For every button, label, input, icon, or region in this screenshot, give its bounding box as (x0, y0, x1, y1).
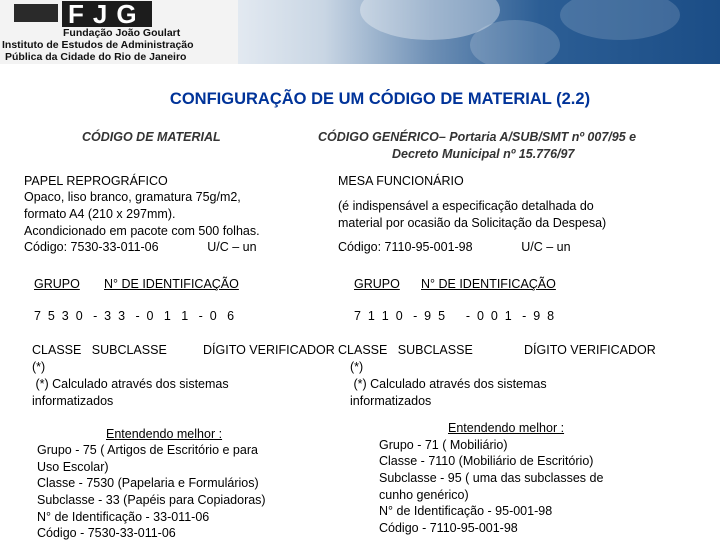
right-explain-heading: Entendendo melhor : (448, 421, 565, 435)
left-explain-line: Grupo - 75 ( Artigos de Escritório e para (37, 443, 258, 457)
left-grupo-label: GRUPO (34, 277, 80, 291)
left-classe-line: CLASSE SUBCLASSE (32, 343, 167, 357)
logo-text: FJG (62, 1, 152, 27)
left-desc-line: Acondicionado em pacote com 500 folhas. (24, 224, 260, 238)
right-grupo-label: GRUPO (354, 277, 400, 291)
left-desc-line: formato A4 (210 x 297mm). (24, 207, 176, 221)
right-explain-line: Subclasse - 95 ( uma das subclasses de (379, 471, 604, 485)
right-desc-line: (é indispensável a especificação detalhada do (338, 199, 594, 213)
right-classe-line: CLASSE SUBCLASSE (338, 343, 473, 357)
right-item: MESA FUNCIONÁRIO (338, 174, 464, 188)
right-code-line: Código: 7110-95-001-98 U/C – un (338, 240, 571, 254)
right-explain-line: Classe - 7110 (Mobiliário de Escritório) (379, 454, 594, 468)
right-note-line: (*) Calculado através dos sistemas (350, 377, 547, 391)
left-explain-heading: Entendendo melhor : (106, 427, 223, 441)
left-explain-line: Código - 7530-33-011-06 (37, 526, 176, 540)
left-explain-line: Subclasse - 33 (Papéis para Copiadoras) (37, 493, 266, 507)
left-explain-line: Uso Escolar) (37, 460, 109, 474)
left-digito-label: DÍGITO VERIFICADOR (203, 343, 335, 357)
left-explain-line: Classe - 7530 (Papelaria e Formulários) (37, 476, 259, 490)
right-ident-label: N° DE IDENTIFICAÇÃO (421, 277, 556, 291)
institution-line: Fundação João Goulart (63, 27, 181, 39)
right-note-line: (*) (350, 360, 364, 374)
left-code-digits: 7 5 3 0 - 3 3 - 0 1 1 - 0 6 (34, 309, 235, 323)
right-explain-line: cunho genérico) (379, 488, 469, 502)
header-decoration (470, 20, 560, 70)
page-title: CONFIGURAÇÃO DE UM CÓDIGO DE MATERIAL (2.2) (169, 90, 591, 108)
right-explain-line: Grupo - 71 ( Mobiliário) (379, 438, 508, 452)
right-digito-label: DÍGITO VERIFICADOR (524, 343, 656, 357)
right-explain-line: Código - 7110-95-001-98 (379, 521, 518, 535)
left-note-line: (*) Calculado através dos sistemas (32, 377, 229, 391)
left-note-line: informatizados (32, 394, 114, 408)
left-note-line: (*) (32, 360, 46, 374)
logo-mark (14, 4, 58, 22)
left-explain-line: N° de Identificação - 33-011-06 (37, 510, 210, 524)
left-ident-label: N° DE IDENTIFICAÇÃO (104, 277, 239, 291)
left-heading: CÓDIGO DE MATERIAL (82, 130, 221, 144)
right-desc-line: material por ocasião da Solicitação da Despesa) (338, 216, 607, 230)
right-heading-line: CÓDIGO GENÉRICO– Portaria A/SUB/SMT nº 007/95 e (318, 130, 637, 144)
right-code-digits: 7 1 1 0 - 9 5 - 0 0 1 - 9 8 (354, 309, 555, 323)
left-desc-line: Opaco, liso branco, gramatura 75g/m2, (24, 190, 241, 204)
right-note-line: informatizados (350, 394, 432, 408)
institution-line: Pública da Cidade do Rio de Janeiro (5, 51, 187, 63)
left-desc-line: PAPEL REPROGRÁFICO (24, 174, 168, 188)
right-explain-line: N° de Identificação - 95-001-98 (379, 504, 553, 518)
institution-line: Instituto de Estudos de Administração (2, 39, 194, 51)
left-code-line: Código: 7530-33-011-06 U/C – un (24, 240, 257, 254)
right-heading-line: Decreto Municipal nº 15.776/97 (392, 147, 575, 161)
